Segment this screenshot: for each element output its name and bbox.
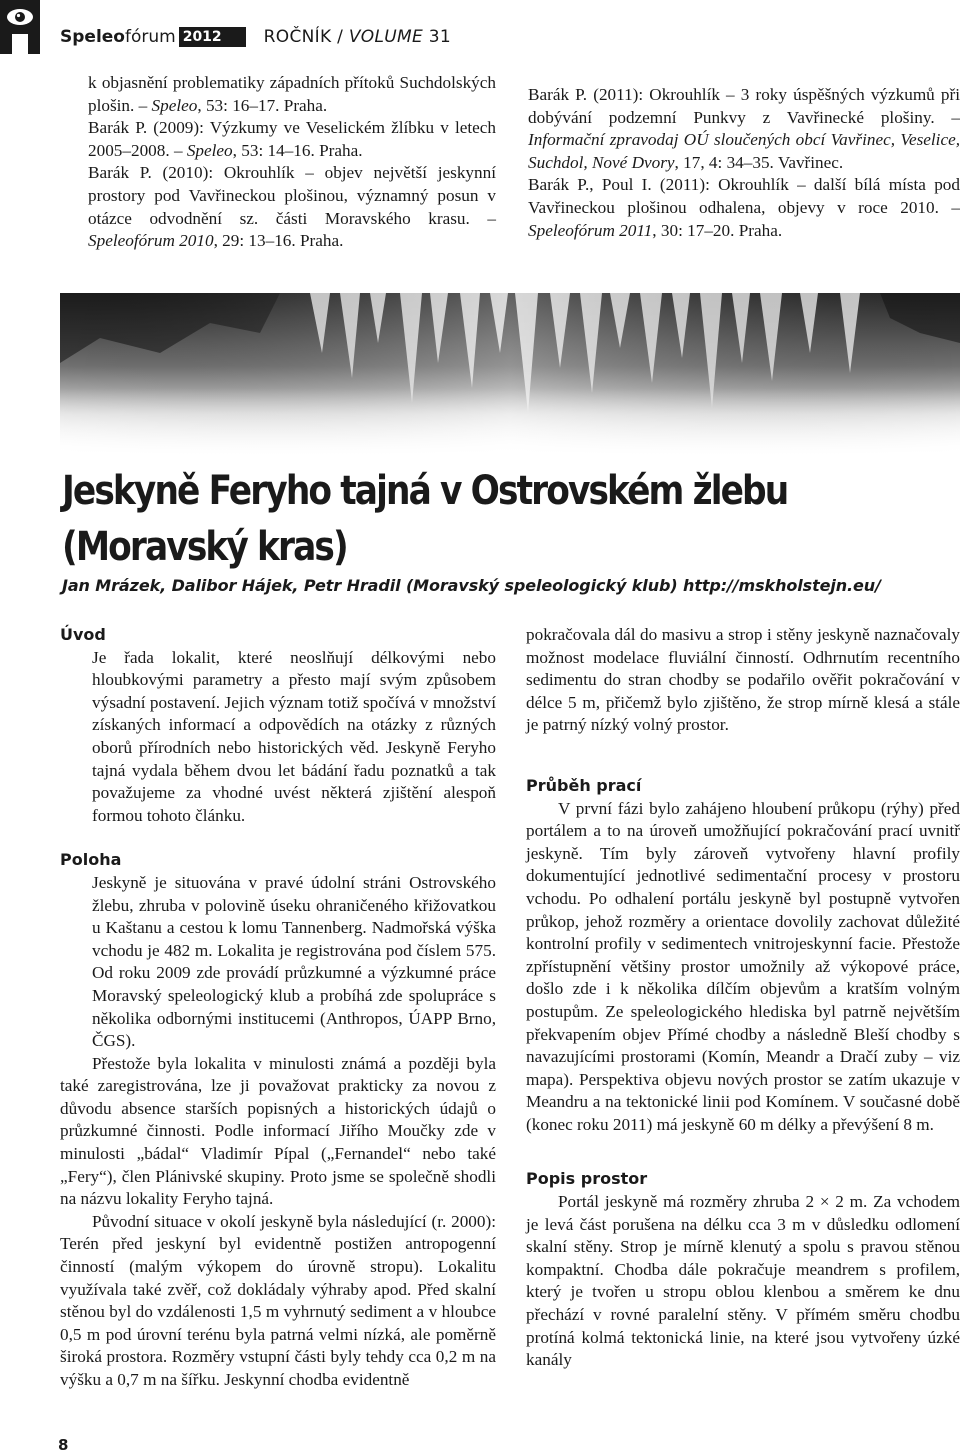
body-column-left (60, 624, 496, 1392)
masthead-year: 2012 (179, 27, 246, 47)
page-number: 8 (58, 1436, 69, 1454)
masthead-brand: Speleofórum (60, 27, 176, 47)
cave-eye-logo-icon (0, 0, 40, 54)
reference-entry: Barák P., Poul I. (2011): Okrouhlík – další bílá místa pod Vavřineckou plošinou odhalena, objevy v roce 2010. – Speleofórum 2011, 30: 17–20. Praha. (528, 175, 960, 240)
body-column-right (526, 624, 960, 1372)
reference-entry: Barák P. (2010): Okrouhlík – objev největší jeskynní prostory pod Vavřineckou plošinou, významný posun v otázce odvodnění sz. části Moravského krasu. – Speleofórum 2010, 29: 13–16. Praha. (88, 163, 496, 251)
masthead-volume: ROČNÍK / VOLUME 31 (263, 27, 451, 47)
article-title: Jeskyně Feryho tajná v Ostrovském žlebu (Moravský kras) (62, 468, 788, 570)
paragraph: pokračovala dál do masivu a strop i stěny jeskyně naznačovaly možnost modelace fluviální činností. Odhrnutím recentního sedimentu do stran chodby se podařilo ověřit pokračování v délce 5 m, přičemž bylo zjištěno, že strop mírně klesá a stále je patrný nízký volný prostor. (526, 625, 960, 735)
section-heading-prubeh-praci: Průběh prací (526, 775, 642, 795)
cave-photo (60, 293, 960, 455)
section-heading-uvod: Úvod (60, 625, 106, 644)
reference-entry: k objasnění problematiky západních přítoků Suchdolských plošin. – Speleo, 53: 16–17. Praha. (88, 73, 496, 115)
paragraph: V první fázi bylo zahájeno hloubení průkopu (rýhy) před portálem a to na úroveň umožňující pokračování prací uvnitř jeskyně. Tím byly zároveň vytvořeny hlavní profily dokumentující jednotlivé sedimentační procesy v prostoru vchodu. Po odhalení portálu jeskyně byl postupně vytvořen průkop, jehož rozměry a orientace dovolily zachovat důležité kontrolní profily v sedimentech vnitrojeskynní facie. Přestože zpřístupnění většiny prostor umožnily až výkopové práce, došlo zde i k několika dílčím objevům a kratším volným postupům. Ze speleologického hlediska byl patrně největším překvapením objev Přímé chodby a následně Bleší chodby s navazujícími prostorami (Komín, Meandr a Dračí zuby – viz mapa). Perspektiva objevu nových prostor se zatím ukazuje v Meandru a na tektonické linii pod Komínem. V současné době (konec roku 2011) má jeskyně 60 m délky a převýšení 8 m. (526, 798, 960, 1134)
masthead (60, 26, 451, 48)
reference-entry: Barák P. (2011): Okrouhlík – 3 roky úspěšných výzkumů při dobývání podzemní Punkvy z Vavřinecké plošiny. – Informační zpravodaj OÚ sloučených obcí Vavřinec, Veselice, Suchdol, Nové Dvory, 17, 4: 34–35. Vavřinec. (528, 85, 960, 172)
paragraph: Přestože byla lokalita v minulosti známá a později byla také zaregistrována, lze ji považovat prakticky za novou z důvodu absence starších popisných a historických údajů o průzkumné činnosti. Podle informací Jiřího Moučky zde v minulosti „bádal“ Vladimír Pípal („Fernandel“ nebo také „Fery“), člen Plánivské skupiny. Proto jsme se společně shodli na názvu lokality Feryho tajná. (60, 1053, 496, 1209)
section-heading-popis-prostor: Popis prostor (526, 1169, 648, 1189)
references-left (88, 72, 496, 253)
section-heading-poloha: Poloha (60, 850, 122, 870)
paragraph: Původní situace v okolí jeskyně byla následující (r. 2000): Terén před jeskyní byl evidentně postižen antropogenní činností (malým výkopem do úrovně stropu). Lokalitu využívala také zvěř, což dokládaly výhraby apod. Před skalní stěnou byl do vzdálenosti 1,5 m vyhrnutý sediment a v hloubce 0,5 m pod úrovní terénu byla patrná velmi nízká, ale poměrně široká prostora. Rozměry vstupní části byly tehdy cca 0,2 m na výšku a 0,7 m na šířku. Jeskynní chodba evidentně (60, 1211, 496, 1389)
paragraph: Jeskyně je situována v pravé údolní stráni Ostrovského žlebu, zhruba v polovině úseku ohraničeného křižovatkou u Kaštanu a cestou k lomu Tannenberg. Nadmořská výška vchodu je 482 m. Lokalita je registrována pod číslem 575. Od roku 2009 zde provádí průzkumné a výzkumné práce Moravský speleologický klub a probíhá zde spolupráce s několika odbornými institucemi (Anthropos, ÚAPP Brno, ČGS). (92, 872, 496, 1051)
paragraph: Portál jeskyně má rozměry zhruba 2 × 2 m. Za vchodem je levá část porušena na délku cca 3 m v důsledku odlomení skalní stěny. Strop je mírně klenutý a spolu s pravou stěnou kompaktní. Chodba dále pokračuje meandrem s profilem, který je tvořen u stropu oblou klenbou a směrem ke dnu přechází v rovné paralelní stěny. V přímém směru chodbu protíná kolmá tektonická linie, na které jsou vytvořeny úzké kanály (526, 1192, 960, 1370)
paragraph: Je řada lokalit, které neoslňují délkovými nebo hloubkovými parametry a přesto mají svým způsobem výsadní postavení. Jejich význam totiž spočívá v množství získaných informací a odpovědích na otázky z různých oborů přírodních nebo historických věd. Jeskyně Feryho tajná vydala během dvou let bádání řadu poznatků a tak považujeme za vhodné uvést některá zjištění alespoň formou tohoto článku. (92, 647, 496, 825)
article-authors: Jan Mrázek, Dalibor Hájek, Petr Hradil (Moravský speleologický klub) http://mskholstejn.eu/ (62, 576, 881, 595)
reference-entry: Barák P. (2009): Výzkumy ve Veselickém žlíbku v letech 2005–2008. – Speleo, 53: 14–16. Praha. (88, 118, 496, 160)
references-right (528, 84, 960, 242)
